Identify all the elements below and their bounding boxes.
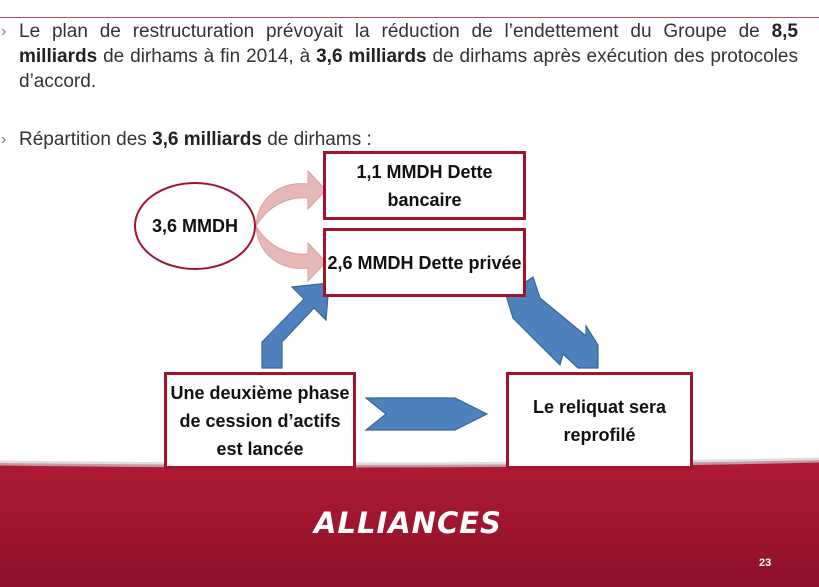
box-cession-actifs: Une deuxième phase de cession d’actifs est lancée	[164, 372, 356, 469]
footer-band-highlight	[0, 460, 819, 465]
bullet-text: Répartition des 3,6 milliards de dirhams :	[19, 129, 372, 150]
bullet-text: Le plan de restructuration prévoyait la réduction de l’endettement du Groupe de 8,5 milliards de dirhams à fin 2014, à 3,6 milliards de dirhams après exécution des protocoles d’accord.	[19, 21, 798, 92]
box-reliquat: Le reliquat sera reprofilé	[506, 372, 693, 469]
alliances-logo	[296, 506, 520, 540]
bullet-marker-icon: ›	[1, 131, 7, 148]
box-dette-bancaire: 1,1 MMDH Dette bancaire	[323, 151, 526, 220]
bullet-marker-icon: ›	[1, 23, 7, 40]
arrow-right-chevron	[366, 398, 487, 430]
curved-arrow-down	[256, 226, 326, 281]
page-number: 23	[759, 557, 772, 569]
curved-arrow-up	[256, 171, 326, 226]
arrow-left-diagonal	[262, 283, 329, 368]
box-dette-privee: 2,6 MMDH Dette privée	[323, 228, 526, 297]
total-ellipse: 3,6 MMDH	[134, 182, 256, 270]
logo-text: ALLIANCES	[314, 506, 502, 540]
